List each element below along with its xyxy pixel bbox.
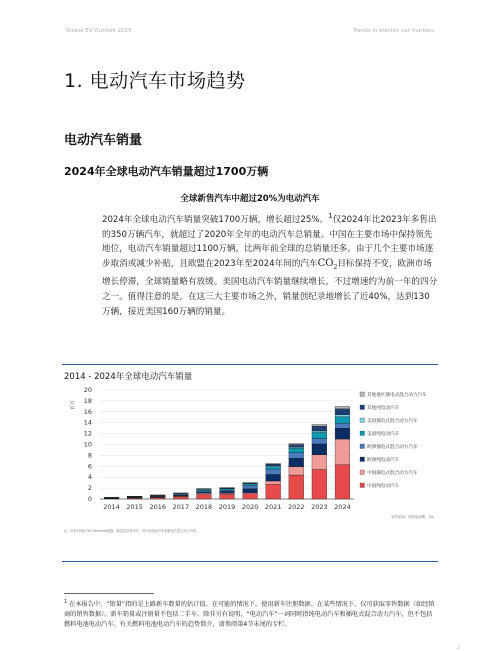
bar-segment — [335, 415, 350, 417]
bar-segment — [289, 475, 304, 499]
bar-segment — [243, 494, 258, 499]
footnote-text: 在本报告中，“销量”指的是上路新车数量的估计值。在可能的情况下，使用新车注册数据。在某些情况下，仅可获取零售数据（如经销商的销售数据）。新车销量或注册量不包括二手车。除非另有说明，“电动汽车”一词同时指纯电动汽车和插电式混合动力汽车，但不包括燃料电池电动汽车。有关燃料电池电动汽车的趋势简介，请参阅第4节末尾的专栏。 — [64, 601, 435, 628]
bar-segment — [289, 443, 304, 444]
bar-segment — [335, 428, 350, 439]
bar-segment — [335, 406, 350, 408]
y-tick-label: 14 — [83, 418, 92, 427]
legend-label: 其他地区插电式混合动力汽车 — [367, 393, 427, 398]
bar-segment — [266, 467, 281, 469]
body-part-3: 目标保持不变，欧洲市场增长停滞，全球销量略有放缓。美国电动汽车销量继续增长，不过增速约为前一年的四分之一。值得注意的是，在这三大主要市场之外，销量创纪录地增长了近40%，达到130万辆，接近美国160万辆的销量。 — [102, 258, 438, 317]
bar-segment — [312, 444, 327, 455]
y-tick-label: 4 — [87, 473, 92, 482]
bar-segment — [312, 439, 327, 444]
bar-segment — [335, 439, 350, 465]
x-tick-label: 2021 — [264, 503, 282, 511]
body-paragraph — [102, 209, 438, 319]
footnote-ref[interactable]: 1 — [328, 212, 333, 220]
footnote-mark: 1 — [64, 599, 68, 605]
legend-swatch — [360, 483, 365, 488]
legend-label: 其他纯电动汽车 — [367, 406, 400, 411]
bar-segment — [312, 424, 327, 426]
x-tick-label: 2016 — [149, 503, 167, 511]
bar-segment — [312, 426, 327, 431]
bar-segment — [289, 458, 304, 467]
legend-swatch — [360, 431, 365, 436]
chart-bottom-rule — [62, 561, 438, 562]
y-tick-label: 12 — [83, 429, 92, 438]
bar-segment — [289, 467, 304, 475]
x-tick-label: 2014 — [103, 503, 120, 511]
body-part-1: 2024年全球电动汽车销量突破1700万辆，增长超过25%。 — [102, 215, 329, 225]
y-tick-label: 8 — [87, 451, 92, 460]
y-tick-label: 2 — [87, 484, 92, 493]
x-tick-label: 2024 — [334, 503, 351, 511]
bar-segment — [335, 465, 350, 499]
y-axis-label: 百万 — [70, 400, 76, 411]
bar-segment — [289, 445, 304, 448]
bar-segment — [266, 464, 281, 466]
legend-swatch — [360, 444, 365, 449]
legend-swatch — [360, 470, 365, 475]
header-left: Global EV Outlook 2025 — [66, 28, 132, 34]
bar-segment — [335, 409, 350, 415]
legend-swatch — [360, 457, 365, 462]
footnote — [64, 597, 438, 630]
bar-segment — [335, 423, 350, 428]
x-tick-label: 2022 — [287, 503, 305, 511]
header-right: Trends in electric car markets — [352, 28, 434, 34]
bar-segment — [312, 433, 327, 439]
chart-title: 2014 - 2024年全球电动汽车销量 — [64, 372, 193, 382]
bar-segment — [289, 453, 304, 458]
bar-segment — [266, 481, 281, 484]
bar-segment — [173, 497, 188, 499]
bar-segment — [312, 455, 327, 470]
x-tick-label: 2020 — [241, 503, 259, 511]
bar-segment — [312, 431, 327, 433]
y-tick-label: 10 — [83, 440, 92, 449]
y-tick-label: 16 — [83, 407, 92, 416]
lead-sentence: 全球新售汽车中超过20%为电动汽车 — [180, 194, 320, 204]
x-tick-label: 2015 — [126, 503, 143, 511]
section-title: 1. 电动汽车市场趋势 — [64, 70, 246, 92]
bar-segment — [266, 474, 281, 481]
bar-segment — [220, 489, 235, 490]
y-tick-label: 18 — [83, 396, 92, 405]
y-tick-label: 20 — [83, 386, 92, 394]
legend-swatch — [360, 405, 365, 410]
bar-segment — [220, 493, 235, 494]
y-tick-label: 0 — [87, 495, 92, 503]
bar-segment — [197, 493, 212, 494]
bar-segment — [243, 493, 258, 494]
bar-segment — [220, 490, 235, 491]
chart-top-rule — [62, 364, 438, 365]
bar-segment — [289, 447, 304, 448]
subsection-title: 电动汽车销量 — [64, 133, 143, 148]
bar-segment — [243, 485, 258, 489]
co2-formula: $CO_2$ — [317, 257, 338, 271]
legend-swatch — [360, 392, 365, 397]
heading: 2024年全球电动汽车销量超过1700万辆 — [64, 165, 269, 178]
x-tick-label: 2018 — [195, 503, 213, 511]
x-tick-label: 2023 — [311, 503, 328, 511]
bar-segment — [197, 490, 212, 491]
bar-segment — [312, 470, 327, 499]
chart-note: 注：IEA分析基于EV Volumes数据。销量包括乘用车，其中纯电动汽车和插电式混合动力汽车。 — [64, 529, 200, 533]
legend-label: 中国纯电动汽车 — [367, 484, 400, 489]
ev-sales-chart — [62, 382, 438, 558]
bar-segment — [266, 469, 281, 474]
y-tick-label: 6 — [87, 462, 92, 471]
legend-label: 美国纯电动汽车 — [367, 432, 400, 437]
bar-segment — [243, 484, 258, 485]
bar-segment — [289, 448, 304, 452]
legend-label: 欧洲插电式混合动力汽车 — [367, 445, 418, 450]
bar-segment — [197, 492, 212, 493]
legend-label: 欧洲纯电动汽车 — [367, 458, 400, 463]
bar-segment — [266, 464, 281, 465]
x-tick-label: 2019 — [218, 503, 236, 511]
bar-segment — [335, 417, 350, 424]
bar-segment — [197, 495, 212, 499]
legend-swatch — [360, 418, 365, 423]
bar-segment — [243, 489, 258, 493]
bar-segment — [150, 498, 165, 499]
bar-segment — [197, 491, 212, 492]
legend-label: 美国插电式混合动力汽车 — [367, 419, 418, 424]
bar-segment — [220, 494, 235, 499]
page-number: 2 — [456, 645, 460, 651]
bar-segment — [266, 484, 281, 499]
bar-segment — [220, 491, 235, 493]
chart-source: 资料来源：国际能源署，IEA — [391, 515, 434, 519]
legend-label: 中国插电式混合动力汽车 — [367, 471, 418, 476]
footnote-rule — [64, 593, 154, 594]
x-tick-label: 2017 — [172, 503, 190, 511]
body-part-2: 仅2024年比2023年多售出的350万辆汽车，就超过了2020年全年的电动汽车总销量。中国在主要市场中保持领先地位，电动汽车销量超过1100万辆，比两年前全球的总销量还多。由于几个主要市场逐步取消或减少补贴，且欧盟在2023年至2024年间的汽车 — [102, 215, 437, 269]
